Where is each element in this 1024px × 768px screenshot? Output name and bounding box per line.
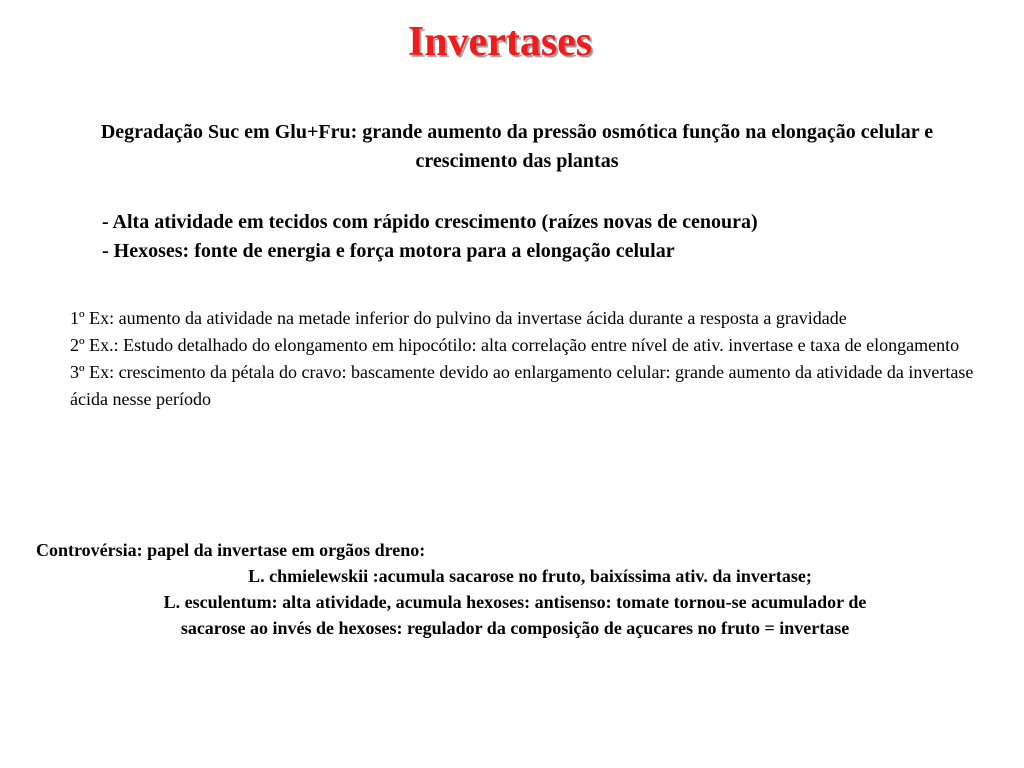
controversy-heading: Controvérsia: papel da invertase em orgãos dreno: <box>36 540 426 560</box>
example-item: 2º Ex.: Estudo detalhado do elongamento em hipocótilo: alta correlação entre nível de ativ. invertase e taxa de elongamento <box>70 335 960 355</box>
controversy-line: L. chmielewskii :acumula sacarose no fruto, baixíssima ativ. da invertase; <box>248 566 812 586</box>
example-item: 1º Ex: aumento da atividade na metade inferior do pulvino da invertase ácida durante a resposta a gravidade <box>70 308 847 328</box>
bullet-item: - Alta atividade em tecidos com rápido crescimento (raízes novas de cenoura) <box>102 211 758 233</box>
slide-title: Invertases <box>407 19 593 65</box>
controversy-body <box>40 563 990 641</box>
controversy-line: sacarose ao invés de hexoses: regulador da composição de açucares no fruto = invertase <box>180 618 850 638</box>
examples-list <box>70 305 980 413</box>
controversy-line: L. esculentum: alta atividade, acumula hexoses: antisenso: tomate tornou-se acumulador de <box>163 592 867 612</box>
intro-text: Degradação Suc em Glu+Fru: grande aumento da pressão osmótica função na elongação celular e crescimento das plantas <box>100 121 934 172</box>
bullet-item: - Hexoses: fonte de energia e força motora para a elongação celular <box>102 240 675 262</box>
bullet-list <box>102 208 982 266</box>
example-item: 3º Ex: crescimento da pétala do cravo: bascamente devido ao enlargamento celular: grande aumento da atividade da invertase ácida nesse período <box>70 362 974 409</box>
